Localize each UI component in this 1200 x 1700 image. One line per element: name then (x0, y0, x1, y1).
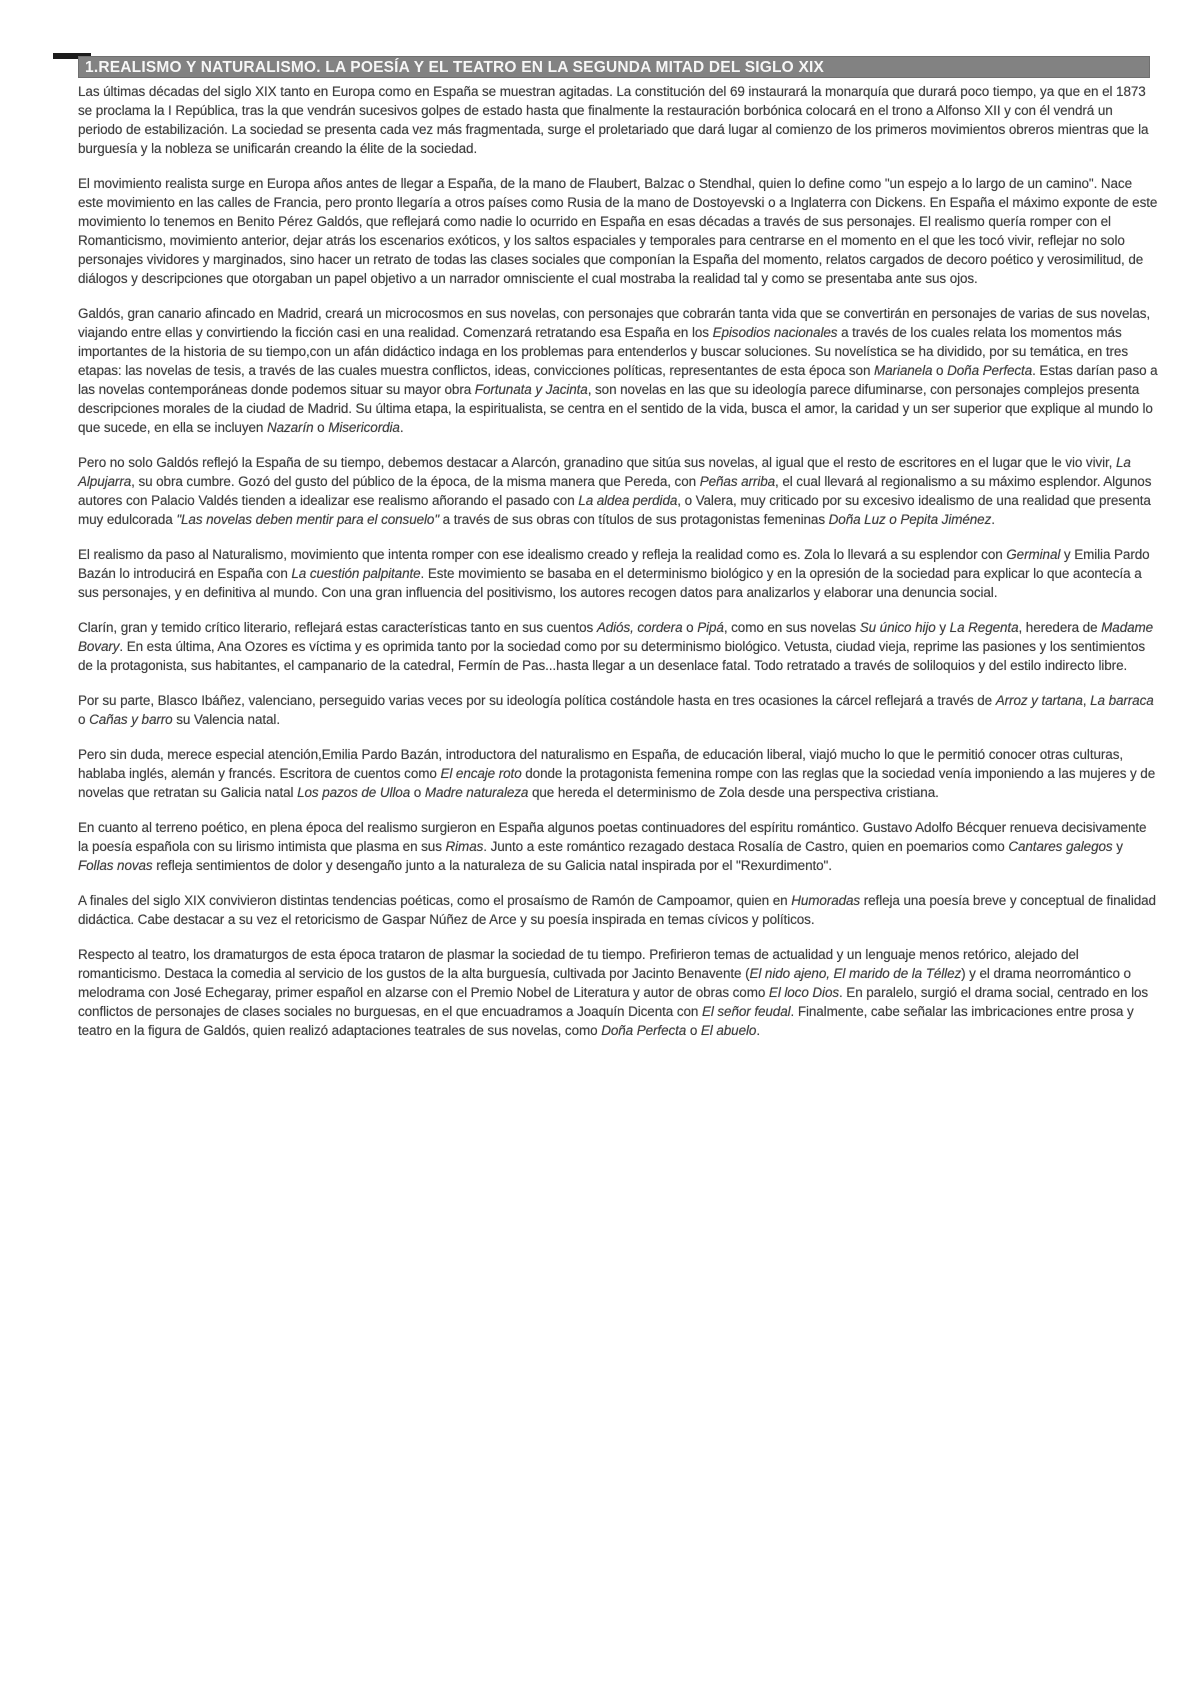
paragraph (78, 745, 1160, 802)
text-run: , como en sus novelas (723, 620, 860, 635)
text-run: a través de sus obras con títulos de sus protagonistas femeninas (439, 512, 829, 527)
text-run: . Finalmente, cabe señalar las imbricaciones entre prosa y teatro en la figura de Galdós, quien realizó adaptaciones teatrales de sus novelas, como (78, 1004, 1134, 1038)
text-run: Clarín, gran y temido crítico literario, reflejará estas características tanto en sus cuentos (78, 620, 597, 635)
paragraph (78, 545, 1160, 602)
work-title: El nido ajeno, El marido de la Téllez (749, 966, 962, 981)
work-title: Germinal (1006, 547, 1061, 562)
text-run: o (313, 420, 329, 435)
text-run: El realismo da paso al Naturalismo, movimiento que intenta romper con ese idealismo creado y refleja la realidad como es. Zola lo llevará a su esplendor con (78, 547, 1007, 562)
work-title: La Regenta (949, 620, 1019, 635)
text-run: y (1112, 839, 1123, 854)
work-title: Nazarín (266, 420, 314, 435)
text-run: Las últimas décadas del siglo XIX tanto en Europa como en España se muestran agitadas. La constitución del 69 instaurará la monarquía que durará poco tiempo, ya que en el 1873 se proclama la I República, tras la que vendrán sucesivos golpes de estado hasta que finalmente la restauración borbónica colocará en el trono a Alfonso XII y con él vendrá un periodo de estabilización. La sociedad se presenta cada vez más fragmentada, surge el proletariado que dará lugar al comienzo de los primeros movimientos obreros mientras que la burguesía y la nobleza se unificarán creando la élite de la sociedad. (78, 84, 1149, 156)
section-title-bar (78, 56, 1150, 78)
text-run: . Junto a este romántico rezagado destaca Rosalía de Castro, quien en poemarios como (483, 839, 1009, 854)
text-run: . (756, 1023, 760, 1038)
paragraph (78, 304, 1160, 437)
work-title: Doña Perfecta (601, 1023, 687, 1038)
work-title: Misericordia (328, 420, 400, 435)
text-run: Respecto al teatro, los dramaturgos de esta época trataron de plasmar la sociedad de tu tiempo. Prefirieron temas de actualidad y un lenguaje menos retórico, alejado del romanticismo. Destaca la comedia al servicio de los gustos de la alta burguesía, cultivada por Jacinto Benavente ( (78, 947, 1079, 981)
work-title: El loco Dios (768, 985, 839, 1000)
text-run: En cuanto al terreno poético, en plena época del realismo surgieron en España algunos poetas continuadores del espíritu romántico. Gustavo Adolfo Bécquer renueva decisivamente la poesía española con su lirismo intimista que plasma en sus (78, 820, 1147, 854)
text-run: El movimiento realista surge en Europa años antes de llegar a España, de la mano de Flaubert, Balzac o Stendhal, quien lo define como "un espejo a lo largo de un camino". Nace este movimiento en las calles de Francia, pero pronto llegaría a otros países como Rusia de la mano de Dostoyevski o a Inglaterra con Dickens. En España el máximo exponte de este movimiento lo tenemos en Benito Pérez Galdós, que reflejará como nadie lo ocurrido en España en esas décadas a través de sus personajes. El realismo quería romper con el Romanticismo, movimiento anterior, dejar atrás los escenarios exóticos, y los saltos espaciales y temporales para centrarse en el momento en el que les tocó vivir, reflejar no solo personajes vividores y marginados, sino hacer un retrato de todas las clases sociales que componían la España del momento, relatos cargados de decoro poético y verosimilitud, de diálogos y descripciones que otorgaban un papel objetivo a un narrador omnisciente el cual mostraba la realidad tal y como se presentaba ante sus ojos. (78, 176, 1158, 286)
work-title: El abuelo (700, 1023, 757, 1038)
text-run: donde la protagonista femenina rompe con las reglas que la sociedad venía imponiendo a las mujeres y de novelas que retratan su Galicia natal (78, 766, 1156, 800)
text-run: que hereda el determinismo de Zola desde una perspectiva cristiana. (528, 785, 939, 800)
work-title: La aldea perdida (578, 493, 678, 508)
text-run: Pero no solo Galdós reflejó la España de su tiempo, debemos destacar a Alarcón, granadino que sitúa sus novelas, al igual que el resto de escritores en el lugar que le vio vivir, (78, 455, 1116, 470)
text-run: Pero sin duda, merece especial atención,Emilia Pardo Bazán, introductora del naturalismo en España, de educación liberal, viajó mucho lo que le permitió conocer otras culturas, hablaba inglés, alemán y francés. Escritora de cuentos como (78, 747, 1123, 781)
work-title: El señor feudal (701, 1004, 791, 1019)
work-title: Doña Perfecta (947, 363, 1033, 378)
paragraph (78, 945, 1160, 1040)
work-title: La barraca (1090, 693, 1154, 708)
work-title: Adiós, cordera (596, 620, 683, 635)
text-run: . (991, 512, 995, 527)
section-title: 1.REALISMO Y NATURALISMO. LA POESÍA Y EL TEATRO EN LA SEGUNDA MITAD DEL SIGLO XIX (85, 59, 825, 76)
text-run: . En esta última, Ana Ozores es víctima y es oprimida tanto por la sociedad como por su determinismo biológico. Vetusta, ciudad vieja, reprime las pasiones y los sentimientos de la protagonista, sus habitantes, el campanario de la catedral, Fermín de Pas...hasta llegar a un desenlace fatal. Todo retratado a través de soliloquios y del estilo indirecto libre. (78, 639, 1146, 673)
text-run: a través de los cuales relata los momentos más importantes de la historia de su tiempo,con un afán didáctico indaga en los problemas para entenderlos y buscar soluciones. Su novelística se ha dividido, por su temática, en tres etapas: las novelas de tesis, a través de las cuales muestra conflictos, ideas, convicciones políticas, representantes de esta época son (78, 325, 1128, 378)
text-run: A finales del siglo XIX convivieron distintas tendencias poéticas, como el prosaísmo de Ramón de Campoamor, quien en (78, 893, 792, 908)
work-title: Los pazos de Ulloa (297, 785, 411, 800)
text-run: su Valencia natal. (172, 712, 280, 727)
paragraph (78, 618, 1160, 675)
work-title: Marianela (874, 363, 933, 378)
text-run: o (78, 712, 90, 727)
work-title: Cantares galegos (1008, 839, 1113, 854)
work-title: Humoradas (791, 893, 861, 908)
text-run: o (410, 785, 425, 800)
paragraph (78, 174, 1160, 288)
text-run: refleja una poesía breve y conceptual de finalidad didáctica. Cabe destacar a su vez el retoricismo de Gaspar Núñez de Arce y su poesía inspirada en temas cívicos y políticos. (78, 893, 1156, 927)
work-title: La cuestión palpitante (291, 566, 421, 581)
text-run: . En paralelo, surgió el drama social, centrado en los conflictos de personajes de clases sociales no burguesas, en el que encuadramos a Joaquín Dicenta con (78, 985, 1149, 1019)
text-run: o (932, 363, 948, 378)
work-title: Doña Luz o Pepita Jiménez (828, 512, 992, 527)
document-body (78, 82, 1160, 1056)
text-run: , el cual llevará al regionalismo a su máximo esplendor. Algunos autores con Palacio Valdés tienden a idealizar ese realismo añorando el pasado con (78, 474, 1152, 508)
text-run: Galdós, gran canario afincado en Madrid, creará un microcosmos en sus novelas, con personajes que cobrarán tanta vida que se convertirán en personajes de varias de sus novelas, viajando entre ellas y convirtiendo la ficción casi en una realidad. Comenzará retratando esa España en los (78, 306, 1151, 340)
work-title: Follas novas (78, 858, 153, 873)
work-title: Madame Bovary (78, 620, 1154, 654)
text-run: . (399, 420, 404, 435)
work-title: Pipá (697, 620, 724, 635)
text-run: , son novelas en las que su ideología parece difuminarse, con personajes complejos presenta descripciones morales de la ciudad de Madrid. Su última etapa, la espiritualista, se centra en el sentido de la vida, busca el amor, la caridad y un ser superior que explique al mundo lo que sucede, en ella se incluyen (78, 382, 1153, 435)
text-run: y Emilia Pardo Bazán lo introducirá en España con (78, 547, 1150, 581)
text-run: ) y el drama neorromántico o melodrama con José Echegaray, primer español en alzarse con el Premio Nobel de Literatura y autor de obras como (78, 966, 1131, 1000)
text-run: , heredera de (1018, 620, 1102, 635)
work-title: La Alpujarra (78, 455, 1131, 489)
work-title: Rimas (445, 839, 484, 854)
work-title: El encaje roto (440, 766, 522, 781)
text-run: o (682, 620, 698, 635)
work-title: Su único hijo (859, 620, 936, 635)
work-title: Cañas y barro (89, 712, 173, 727)
text-run: Por su parte, Blasco Ibáñez, valenciano, perseguido varias veces por su ideología política costándole hasta en tres ocasiones la cárcel reflejará a través de (78, 693, 996, 708)
paragraph (78, 818, 1160, 875)
work-title: Fortunata y Jacinta (474, 382, 588, 397)
work-title: "Las novelas deben mentir para el consuelo" (176, 512, 440, 527)
paragraph (78, 453, 1160, 529)
text-run: refleja sentimientos de dolor y desengaño junto a la naturaleza de su Galicia natal inspirada por el "Rexurdimento". (152, 858, 832, 873)
work-title: Madre naturaleza (424, 785, 529, 800)
text-run: o (686, 1023, 701, 1038)
work-title: Arroz y tartana (995, 693, 1083, 708)
text-run: , o Valera, muy criticado por su excesivo idealismo de una realidad que presenta muy edulcorada (78, 493, 1151, 527)
text-run: . Estas darían paso a las novelas contemporáneas donde podemos situar su mayor obra (78, 363, 1158, 397)
work-title: Episodios nacionales (712, 325, 838, 340)
paragraph (78, 891, 1160, 929)
paragraph (78, 691, 1160, 729)
work-title: Peñas arriba (699, 474, 776, 489)
text-run: y (935, 620, 950, 635)
paragraph (78, 82, 1160, 158)
text-run: . Este movimiento se basaba en el determinismo biológico y en la opresión de la sociedad para explicar lo que acontecía a sus personajes, y en definitiva al mundo. Con una gran influencia del positivismo, los autores recogen datos para analizarlos y elaborar una denuncia social. (78, 566, 1142, 600)
text-run: , su obra cumbre. Gozó del gusto del público de la época, de la misma manera que Pereda, con (131, 474, 700, 489)
text-run: , (1082, 693, 1091, 708)
